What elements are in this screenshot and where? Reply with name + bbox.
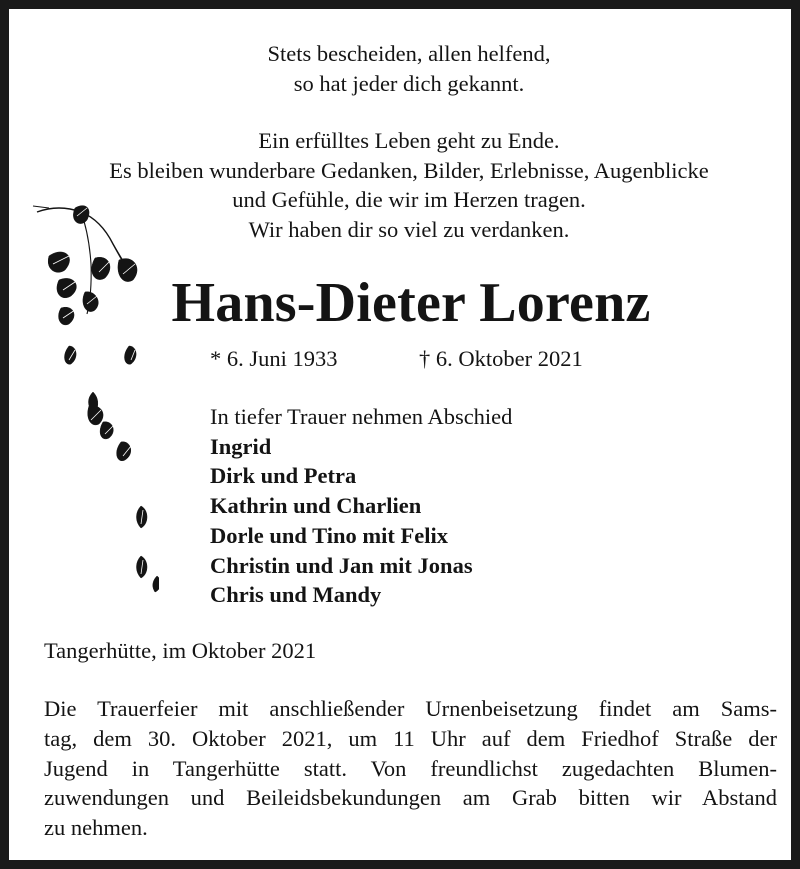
mourner-name: Christin und Jan mit Jonas — [210, 552, 473, 578]
mourner-name: Kathrin und Charlien — [210, 493, 422, 519]
notice-line: Die Trauerfeier mit anschließender Urnenbeisetzung findet am Sams- — [44, 696, 777, 721]
place-and-date: Tangerhütte, im Oktober 2021 — [44, 638, 317, 663]
notice-line: Jugend in Tangerhütte statt. Von freundlichst zugedachten Blumen- — [44, 755, 777, 781]
mourner-name: Chris und Mandy — [210, 582, 382, 608]
tribute-line: und Gefühle, die wir im Herzen tragen. — [232, 187, 586, 212]
motto-line: so hat jeder dich gekannt. — [293, 70, 525, 96]
notice-line: zuwendungen und Beileidsbekundungen am Grab bitten wir Abstand — [44, 785, 777, 811]
tribute-line: Es bleiben wunderbare Gedanken, Bilder, Erlebnisse, Augenblicke — [109, 157, 709, 183]
notice-line: tag, dem 30. Oktober 2021, um 11 Uhr auf dem Friedhof Straße der — [44, 725, 777, 751]
notice-line: zu nehmen. — [44, 815, 148, 841]
mourner-name: Ingrid — [210, 433, 272, 459]
mourners-list — [210, 402, 512, 610]
birth-date: * 6. Juni 1933 — [210, 346, 338, 371]
motto-verse — [9, 39, 800, 98]
tribute-line: Wir haben dir so viel zu verdanken. — [248, 216, 570, 242]
tribute-line: Ein erfülltes Leben geht zu Ende. — [258, 128, 560, 153]
funeral-notice — [44, 694, 777, 843]
birch-leaves-icon — [29, 194, 159, 604]
motto-line: Stets bescheiden, allen helfend, — [267, 41, 551, 66]
death-date: † 6. Oktober 2021 — [419, 346, 583, 371]
mourners-intro: In tiefer Trauer nehmen Abschied — [210, 404, 513, 429]
mourner-name: Dorle und Tino mit Felix — [210, 522, 448, 548]
deceased-name: Hans-Dieter Lorenz — [171, 272, 651, 334]
mourner-name: Dirk und Petra — [210, 463, 357, 489]
